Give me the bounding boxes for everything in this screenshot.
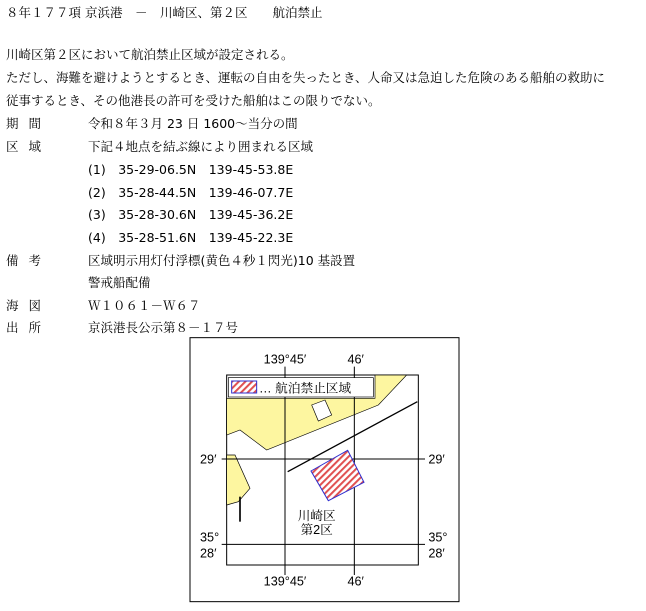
area-value: 下記４地点を結ぶ線により囲まれる区域	[88, 139, 314, 154]
chart-value: Ｗ１０６１－Ｗ６７	[88, 298, 201, 313]
period-value: 令和８年３月 23 日 1600～当分の間	[88, 116, 298, 131]
intro-line: ただし、海難を避けようとするとき、運転の自由を失ったとき、人命又は急迫した危険のある船舶の救助に	[6, 70, 606, 85]
area-map	[185, 335, 465, 611]
notice-title: ８年１７７項 京浜港 － 川崎区、第２区 航泊禁止	[6, 5, 323, 20]
lat-label-right: 28′	[428, 546, 445, 561]
area-label: 区域	[6, 139, 52, 154]
lon-label-top: 139°45′	[263, 352, 307, 367]
source-label: 出所	[6, 320, 52, 335]
remarks-line: 区域明示用灯付浮標(黄色４秒１閃光)10 基設置	[88, 253, 356, 268]
period-label: 期間	[6, 116, 52, 131]
lon-label-bottom: 46′	[347, 574, 364, 589]
source-value: 京浜港長公示第８－１７号	[88, 320, 239, 335]
legend-swatch	[232, 381, 257, 393]
area-point: (2) 35-28-44.5N 139-46-07.7E	[88, 185, 294, 200]
intro-line: 川崎区第２区において航泊禁止区域が設定される。	[6, 47, 294, 62]
lat-label-right: 35°	[428, 530, 448, 545]
area-point: (1) 35-29-06.5N 139-45-53.8E	[88, 162, 294, 177]
area-name: 第2区	[300, 523, 333, 537]
area-point: (4) 35-28-51.6N 139-45-22.3E	[88, 230, 294, 245]
lon-label-top: 46′	[347, 352, 364, 367]
chart-label: 海図	[6, 298, 52, 313]
area-name: 川崎区	[297, 509, 336, 523]
intro-line: 従事するとき、その他港長の許可を受けた船舶はこの限りでない。	[6, 93, 381, 108]
lat-label-right: 29′	[428, 452, 445, 467]
lat-label-left: 28′	[200, 546, 217, 561]
lat-label-left: 29′	[200, 452, 217, 467]
legend-label: … 航泊禁止区域	[259, 381, 352, 396]
lat-label-left: 35°	[200, 530, 220, 545]
lon-label-bottom: 139°45′	[263, 574, 307, 589]
remarks-line: 警戒船配備	[88, 275, 151, 290]
area-point: (3) 35-28-30.6N 139-45-36.2E	[88, 207, 294, 222]
remarks-label: 備考	[6, 253, 52, 268]
